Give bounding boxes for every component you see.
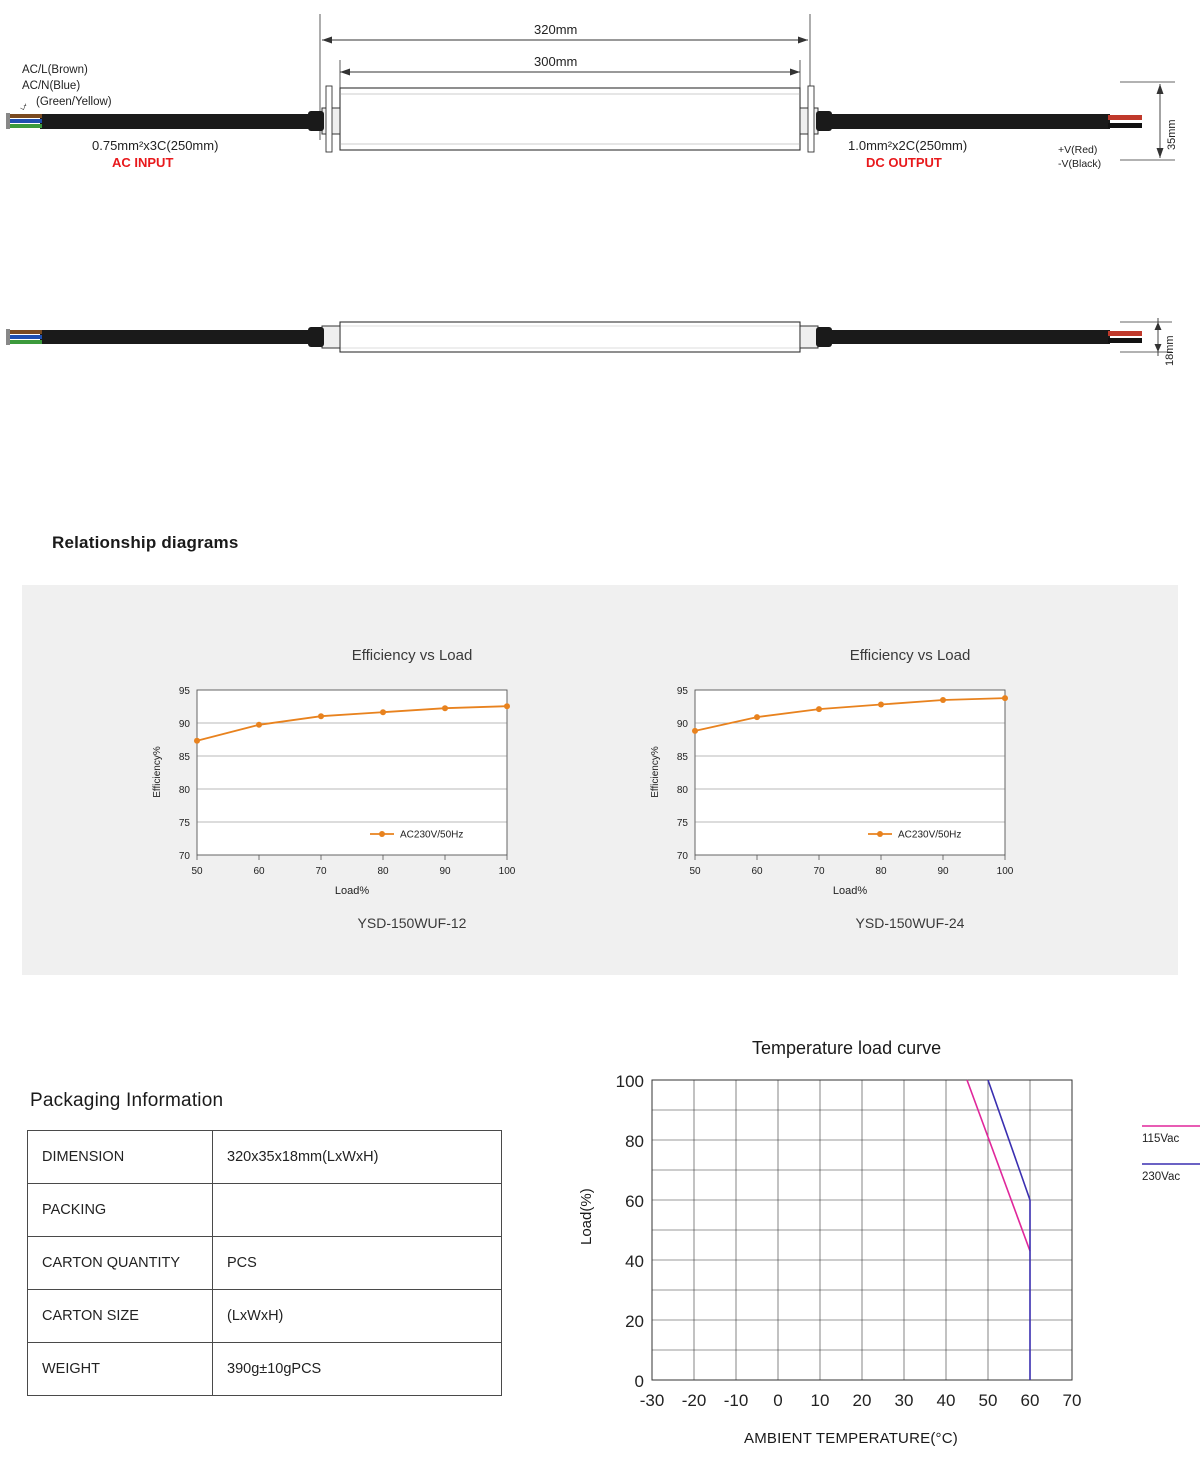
svg-text:Load%: Load%: [334, 885, 370, 897]
dc-output-label: DC OUTPUT: [866, 155, 942, 170]
svg-text:40: 40: [625, 1252, 644, 1271]
svg-text:40: 40: [936, 1391, 956, 1410]
svg-text:90: 90: [676, 719, 688, 730]
svg-text:80: 80: [676, 785, 688, 796]
packaging-value: (LxWxH): [213, 1290, 502, 1343]
packaging-value: 320x35x18mm(LxWxH): [213, 1131, 502, 1184]
packaging-value: PCS: [213, 1237, 502, 1290]
efficiency-chart-24v: [630, 585, 1190, 975]
svg-text:60: 60: [751, 866, 763, 877]
ac-line-label: AC/L(Brown): [22, 64, 88, 76]
ac-neutral-label: AC/N(Blue): [22, 80, 81, 92]
earth-icon: ⍻: [20, 99, 27, 113]
chart-title-right: Efficiency vs Load: [849, 647, 971, 664]
packaging-table: [27, 1130, 502, 1396]
svg-text:80: 80: [875, 866, 887, 877]
packaging-key: CARTON SIZE: [28, 1290, 213, 1343]
svg-text:50: 50: [978, 1391, 998, 1410]
svg-text:20: 20: [625, 1312, 644, 1331]
svg-text:95: 95: [676, 686, 688, 697]
table-row: [28, 1131, 502, 1184]
dc-cable-spec-label: 1.0mm²x2C(250mm): [848, 138, 968, 153]
svg-text:70: 70: [315, 866, 327, 877]
packaging-key: DIMENSION: [28, 1131, 213, 1184]
svg-text:80: 80: [377, 866, 389, 877]
table-row: [28, 1184, 502, 1237]
svg-text:-20: -20: [681, 1391, 707, 1410]
dimension-300-label: 300mm: [534, 54, 578, 69]
svg-text:-30: -30: [639, 1391, 665, 1410]
svg-text:60: 60: [625, 1192, 644, 1211]
packaging-key: CARTON QUANTITY: [28, 1237, 213, 1290]
dimension-320-label: 320mm: [534, 22, 578, 37]
svg-text:60: 60: [253, 866, 265, 877]
svg-text:60: 60: [1020, 1391, 1040, 1410]
temperature-load-curve-title: Temperature load curve: [752, 1038, 942, 1058]
packaging-value: 390g±10gPCS: [213, 1343, 502, 1396]
svg-text:0: 0: [773, 1391, 783, 1410]
temperature-load-curve-svg: [600, 1068, 1160, 1428]
packaging-value: [213, 1184, 502, 1237]
svg-text:10: 10: [810, 1391, 830, 1410]
relationship-diagrams-panel: [22, 585, 1178, 975]
height-35mm-label: 35mm: [1166, 119, 1178, 150]
chart-caption-right: YSD-150WUF-24: [855, 915, 965, 931]
temperature-y-axis-label: Load(%): [578, 1188, 595, 1245]
svg-text:85: 85: [676, 752, 688, 763]
svg-text:70: 70: [1062, 1391, 1082, 1410]
packaging-key: PACKING: [28, 1184, 213, 1237]
relationship-diagrams-heading: Relationship diagrams: [52, 533, 239, 552]
svg-text:75: 75: [676, 818, 688, 829]
efficiency-chart-12v: [132, 585, 692, 975]
chart-left-svg: [142, 680, 562, 910]
chart-right-svg: [640, 680, 1060, 910]
svg-text:AC230V/50Hz: AC230V/50Hz: [400, 829, 464, 841]
legend-label-115vac: 115Vac: [1142, 1133, 1180, 1145]
mechanical-drawing-svg: [0, 0, 1200, 470]
svg-text:AC230V/50Hz: AC230V/50Hz: [898, 829, 962, 841]
svg-text:50: 50: [689, 866, 701, 877]
svg-text:70: 70: [178, 851, 190, 862]
svg-text:90: 90: [178, 719, 190, 730]
svg-text:100: 100: [615, 1072, 644, 1091]
svg-text:0: 0: [634, 1372, 644, 1391]
svg-text:95: 95: [178, 686, 190, 697]
ac-cable-spec-label: 0.75mm²x3C(250mm): [92, 138, 219, 153]
dc-negative-label: -V(Black): [1058, 158, 1102, 170]
packaging-information-heading: Packaging Information: [30, 1090, 224, 1111]
svg-text:70: 70: [813, 866, 825, 877]
packaging-key: WEIGHT: [28, 1343, 213, 1396]
height-18mm-label: 18mm: [1164, 335, 1176, 366]
legend-label-230vac: 230Vac: [1142, 1171, 1181, 1183]
svg-text:Load%: Load%: [832, 885, 868, 897]
ac-earth-label: (Green/Yellow): [36, 96, 112, 108]
svg-text:30: 30: [894, 1391, 914, 1410]
svg-text:20: 20: [852, 1391, 872, 1410]
mechanical-drawing: [0, 0, 1200, 470]
ac-input-label: AC INPUT: [112, 155, 174, 170]
svg-text:80: 80: [178, 785, 190, 796]
svg-text:90: 90: [439, 866, 451, 877]
svg-text:75: 75: [178, 818, 190, 829]
svg-text:85: 85: [178, 752, 190, 763]
table-row: [28, 1290, 502, 1343]
svg-text:Efficiency%: Efficiency%: [152, 746, 163, 798]
svg-text:100: 100: [996, 866, 1014, 877]
svg-text:-10: -10: [723, 1391, 749, 1410]
temperature-x-axis-label: AMBIENT TEMPERATURE(°C): [744, 1430, 958, 1447]
svg-text:50: 50: [191, 866, 203, 877]
svg-text:90: 90: [937, 866, 949, 877]
svg-text:Efficiency%: Efficiency%: [650, 746, 661, 798]
dc-positive-label: +V(Red): [1058, 144, 1098, 156]
svg-text:100: 100: [498, 866, 516, 877]
chart-title-left: Efficiency vs Load: [351, 647, 473, 664]
svg-text:70: 70: [676, 851, 688, 862]
table-row: [28, 1343, 502, 1396]
table-row: [28, 1237, 502, 1290]
svg-text:80: 80: [625, 1132, 644, 1151]
chart-caption-left: YSD-150WUF-12: [357, 915, 467, 931]
